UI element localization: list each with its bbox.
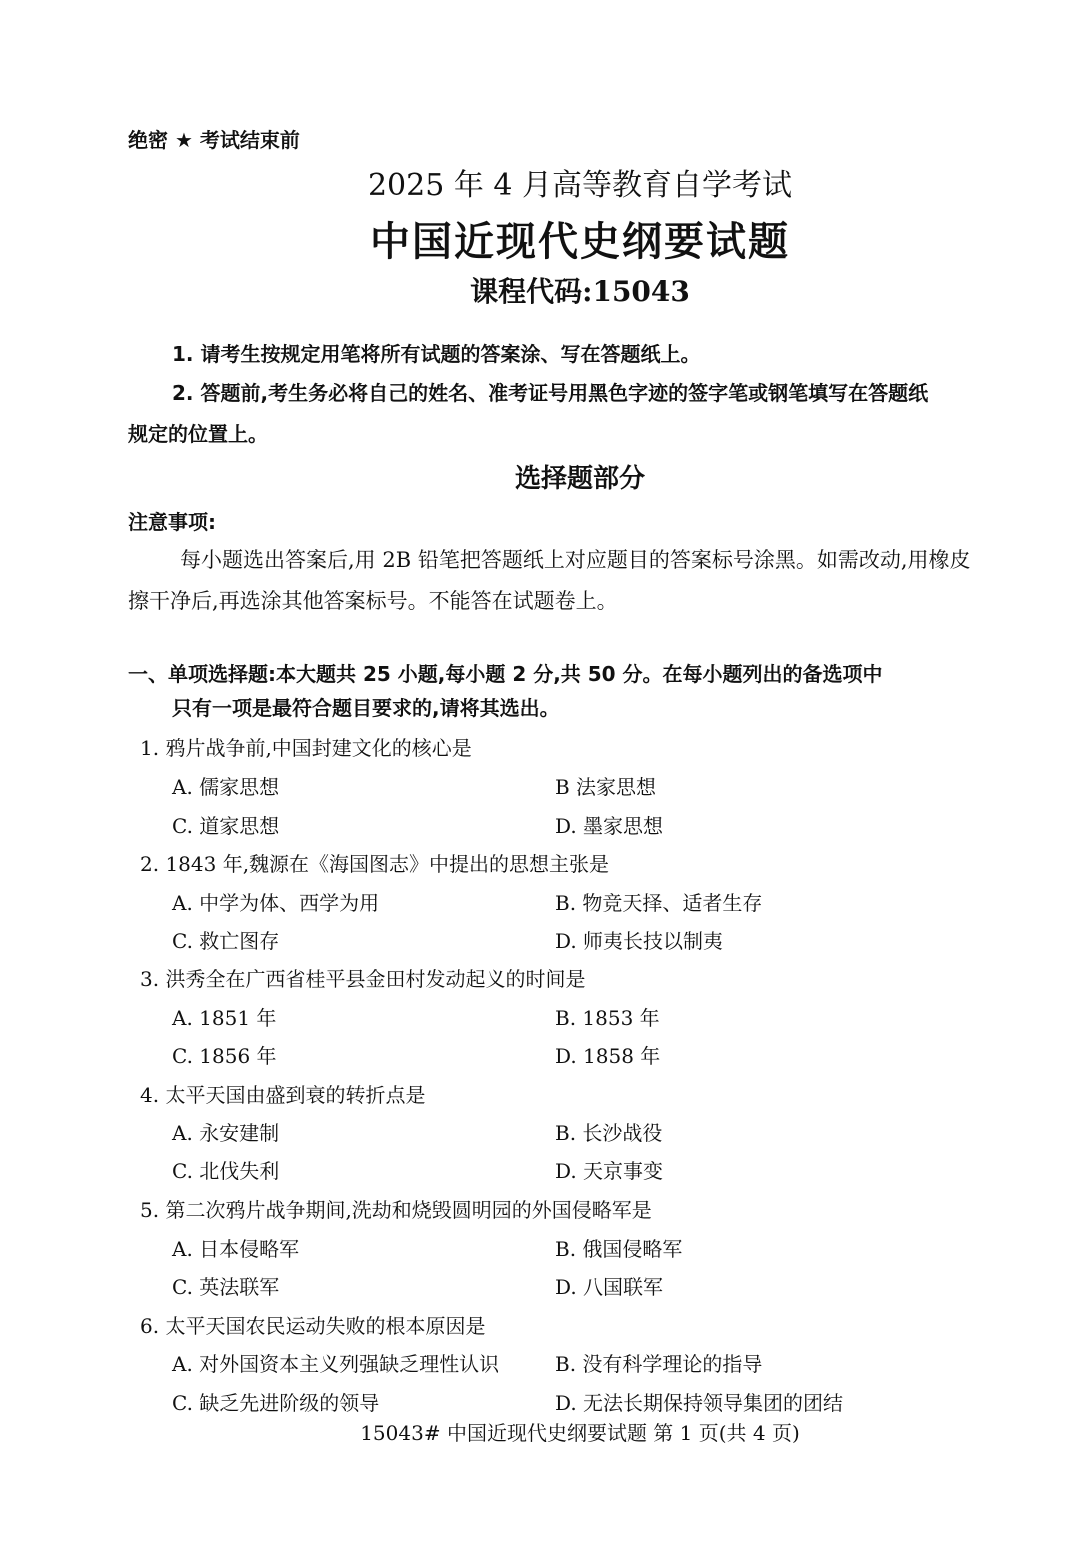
question-stem: 1. 鸦片战争前,中国封建文化的核心是 (140, 736, 472, 760)
question-stem: 2. 1843 年,魏源在《海国图志》中提出的思想主张是 (140, 852, 610, 876)
question-option: D. 1858 年 (555, 1044, 661, 1068)
part1-instruction-continued: 只有一项是最符合题目要求的,请将其选出。 (172, 696, 560, 720)
question-option: B. 没有科学理论的指导 (555, 1352, 763, 1376)
section-heading: 选择题部分 (514, 464, 645, 494)
question-option: B. 物竞天择、适者生存 (555, 891, 763, 915)
question-option: B 法家思想 (555, 775, 657, 799)
part1-instruction: 一、单项选择题:本大题共 25 小题,每小题 2 分,共 50 分。在每小题列出的备选项中 (128, 662, 883, 686)
confidential-label: 绝密 ★ 考试结束前 (128, 128, 300, 152)
question-option: A. 儒家思想 (172, 775, 280, 799)
paper-title: 中国近现代史纲要试题 (370, 219, 790, 265)
question-option: D. 无法长期保持领导集团的团结 (555, 1391, 844, 1415)
question-option: B. 1853 年 (555, 1006, 660, 1030)
question-option: D. 墨家思想 (555, 814, 664, 838)
notice-line-2: 擦干净后,再选涂其他答案标号。不能答在试题卷上。 (128, 589, 618, 613)
page-footer: 15043# 中国近现代史纲要试题 第 1 页(共 4 页) (360, 1421, 800, 1445)
exam-session: 2025 年 4 月高等教育自学考试 (367, 168, 793, 203)
instruction-2-continued: 规定的位置上。 (128, 422, 268, 446)
question-option: B. 俄国侵略军 (555, 1237, 683, 1261)
question-stem: 5. 第二次鸦片战争期间,洗劫和烧毁圆明园的外国侵略军是 (140, 1198, 652, 1222)
instruction-2: 2. 答题前,考生务必将自己的姓名、准考证号用黑色字迹的签字笔或钢笔填写在答题纸 (172, 381, 929, 405)
notice-line-1: 每小题选出答案后,用 2B 铅笔把答题纸上对应题目的答案标号涂黑。如需改动,用橡皮 (180, 548, 971, 572)
question-option: A. 永安建制 (172, 1121, 280, 1145)
question-option: C. 英法联军 (172, 1275, 280, 1299)
question-option: C. 缺乏先进阶级的领导 (172, 1391, 380, 1415)
question-option: A. 日本侵略军 (172, 1237, 300, 1261)
question-option: C. 1856 年 (172, 1044, 277, 1068)
question-option: D. 师夷长技以制夷 (555, 929, 724, 953)
question-option: B. 长沙战役 (555, 1121, 663, 1145)
question-option: A. 中学为体、西学为用 (172, 891, 380, 915)
question-option: D. 天京事变 (555, 1159, 664, 1183)
question-option: C. 道家思想 (172, 814, 280, 838)
question-stem: 6. 太平天国农民运动失败的根本原因是 (140, 1314, 486, 1338)
notice-label: 注意事项: (128, 510, 216, 534)
course-code: 课程代码:15043 (470, 275, 690, 308)
question-stem: 3. 洪秀全在广西省桂平县金田村发动起义的时间是 (140, 967, 586, 991)
instruction-1: 1. 请考生按规定用笔将所有试题的答案涂、写在答题纸上。 (172, 342, 701, 366)
question-option: D. 八国联军 (555, 1275, 664, 1299)
question-option: C. 救亡图存 (172, 929, 280, 953)
question-option: C. 北伐失利 (172, 1159, 280, 1183)
question-option: A. 1851 年 (172, 1006, 277, 1030)
question-option: A. 对外国资本主义列强缺乏理性认识 (172, 1352, 500, 1376)
question-stem: 4. 太平天国由盛到衰的转折点是 (140, 1083, 426, 1107)
